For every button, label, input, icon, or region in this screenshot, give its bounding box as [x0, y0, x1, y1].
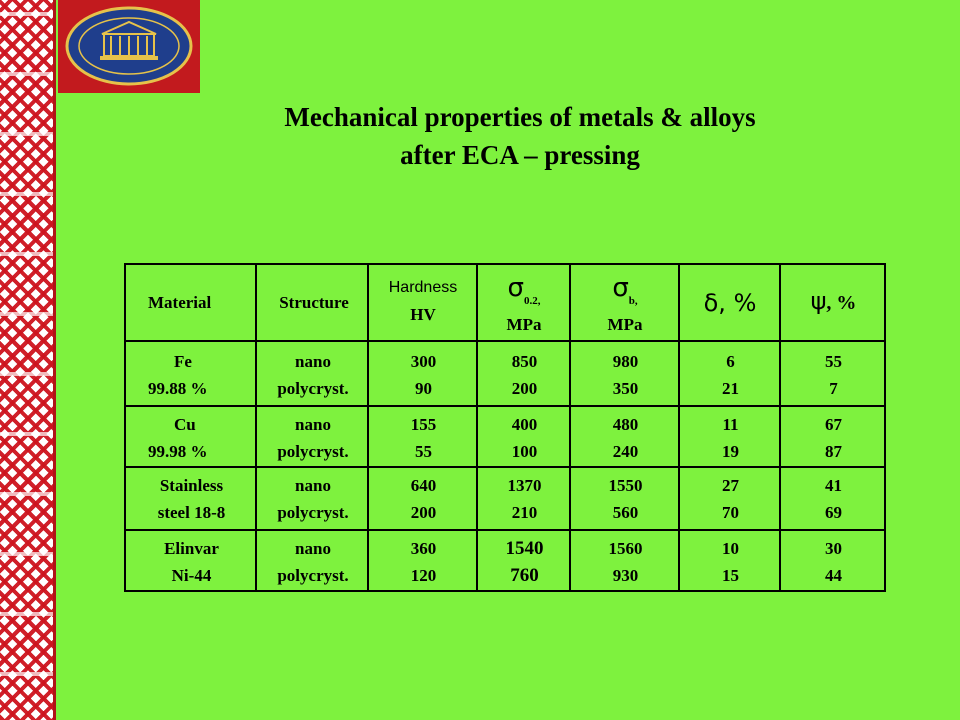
sigma-symbol: σ	[507, 273, 524, 303]
table-row-elinvar-ultimate: 1560 930	[608, 539, 643, 585]
table-row-steel-structure: nano polycryst.	[277, 476, 349, 522]
table-row-elinvar-reduction: 30 44	[825, 539, 842, 585]
table-row-fe-yield: 850 200	[511, 352, 538, 398]
academy-emblem-icon	[58, 0, 200, 93]
header-material: Material	[148, 293, 212, 312]
table-row-steel-yield: 1370 210	[507, 476, 542, 522]
table-row-steel-hardness: 640 200	[410, 476, 437, 522]
properties-table	[124, 263, 886, 592]
header-ultimate-strength	[571, 273, 679, 307]
title-line-1: Mechanical properties of metals & alloys	[284, 102, 756, 132]
table-row-fe-structure: nano polycryst.	[277, 352, 349, 398]
table-row-fe-reduction: 55 7	[825, 352, 842, 398]
header-hardness-line2: HV	[410, 305, 436, 324]
sigma-symbol: σ	[612, 273, 629, 303]
header-structure: Structure	[279, 293, 349, 312]
header-ultimate-unit: MPa	[607, 315, 643, 334]
table-row-elinvar-material: Elinvar Ni-44	[164, 539, 219, 585]
reduction-unit: , %	[826, 292, 857, 314]
slide-title	[200, 98, 840, 174]
table-row-steel-reduction: 41 69	[825, 476, 842, 522]
table-row-steel-material: Stainless steel 18-8	[157, 476, 226, 522]
table-row-fe-hardness: 300 90	[410, 352, 437, 398]
table-row-cu-ultimate: 480 240	[612, 415, 639, 461]
folk-ornament-border	[0, 0, 56, 720]
row-divider	[126, 340, 884, 342]
table-row-cu-structure: nano polycryst.	[277, 415, 349, 461]
academy-logo	[58, 0, 200, 93]
table-row-elinvar-elongation: 10 15	[722, 539, 739, 585]
header-yield-unit: MPa	[506, 315, 542, 334]
table-row-fe-ultimate: 980 350	[612, 352, 639, 398]
row-divider	[126, 529, 884, 531]
table-row-cu-elongation: 11 19	[722, 415, 739, 461]
table-row-steel-elongation: 27 70	[722, 476, 739, 522]
table-row-fe-material: Fe 99.88 %	[148, 352, 208, 398]
header-reduction	[781, 287, 886, 315]
header-elongation: δ, %	[703, 289, 757, 317]
ultimate-subscript: b,	[628, 295, 638, 307]
row-divider	[126, 405, 884, 407]
table-row-fe-elongation: 6 21	[722, 352, 739, 398]
table-row-steel-ultimate: 1550 560	[608, 476, 643, 522]
table-row-elinvar-structure: nano polycryst.	[277, 539, 349, 585]
title-line-2: after ECA – pressing	[400, 140, 640, 170]
table-row-cu-yield: 400 100	[511, 415, 538, 461]
yield-subscript: 0.2,	[523, 295, 541, 307]
header-yield-strength	[478, 273, 570, 307]
table-row-cu-material: Cu 99.98 %	[148, 415, 208, 461]
table-row-cu-reduction: 67 87	[825, 415, 842, 461]
table-row-elinvar-hardness: 360 120	[410, 539, 437, 585]
row-divider	[126, 466, 884, 468]
table-row-elinvar-yield: 1540 760	[505, 538, 544, 586]
table-row-cu-hardness: 155 55	[410, 415, 437, 461]
header-hardness-line1: Hardness	[388, 279, 458, 296]
psi-symbol: ψ	[810, 287, 827, 315]
